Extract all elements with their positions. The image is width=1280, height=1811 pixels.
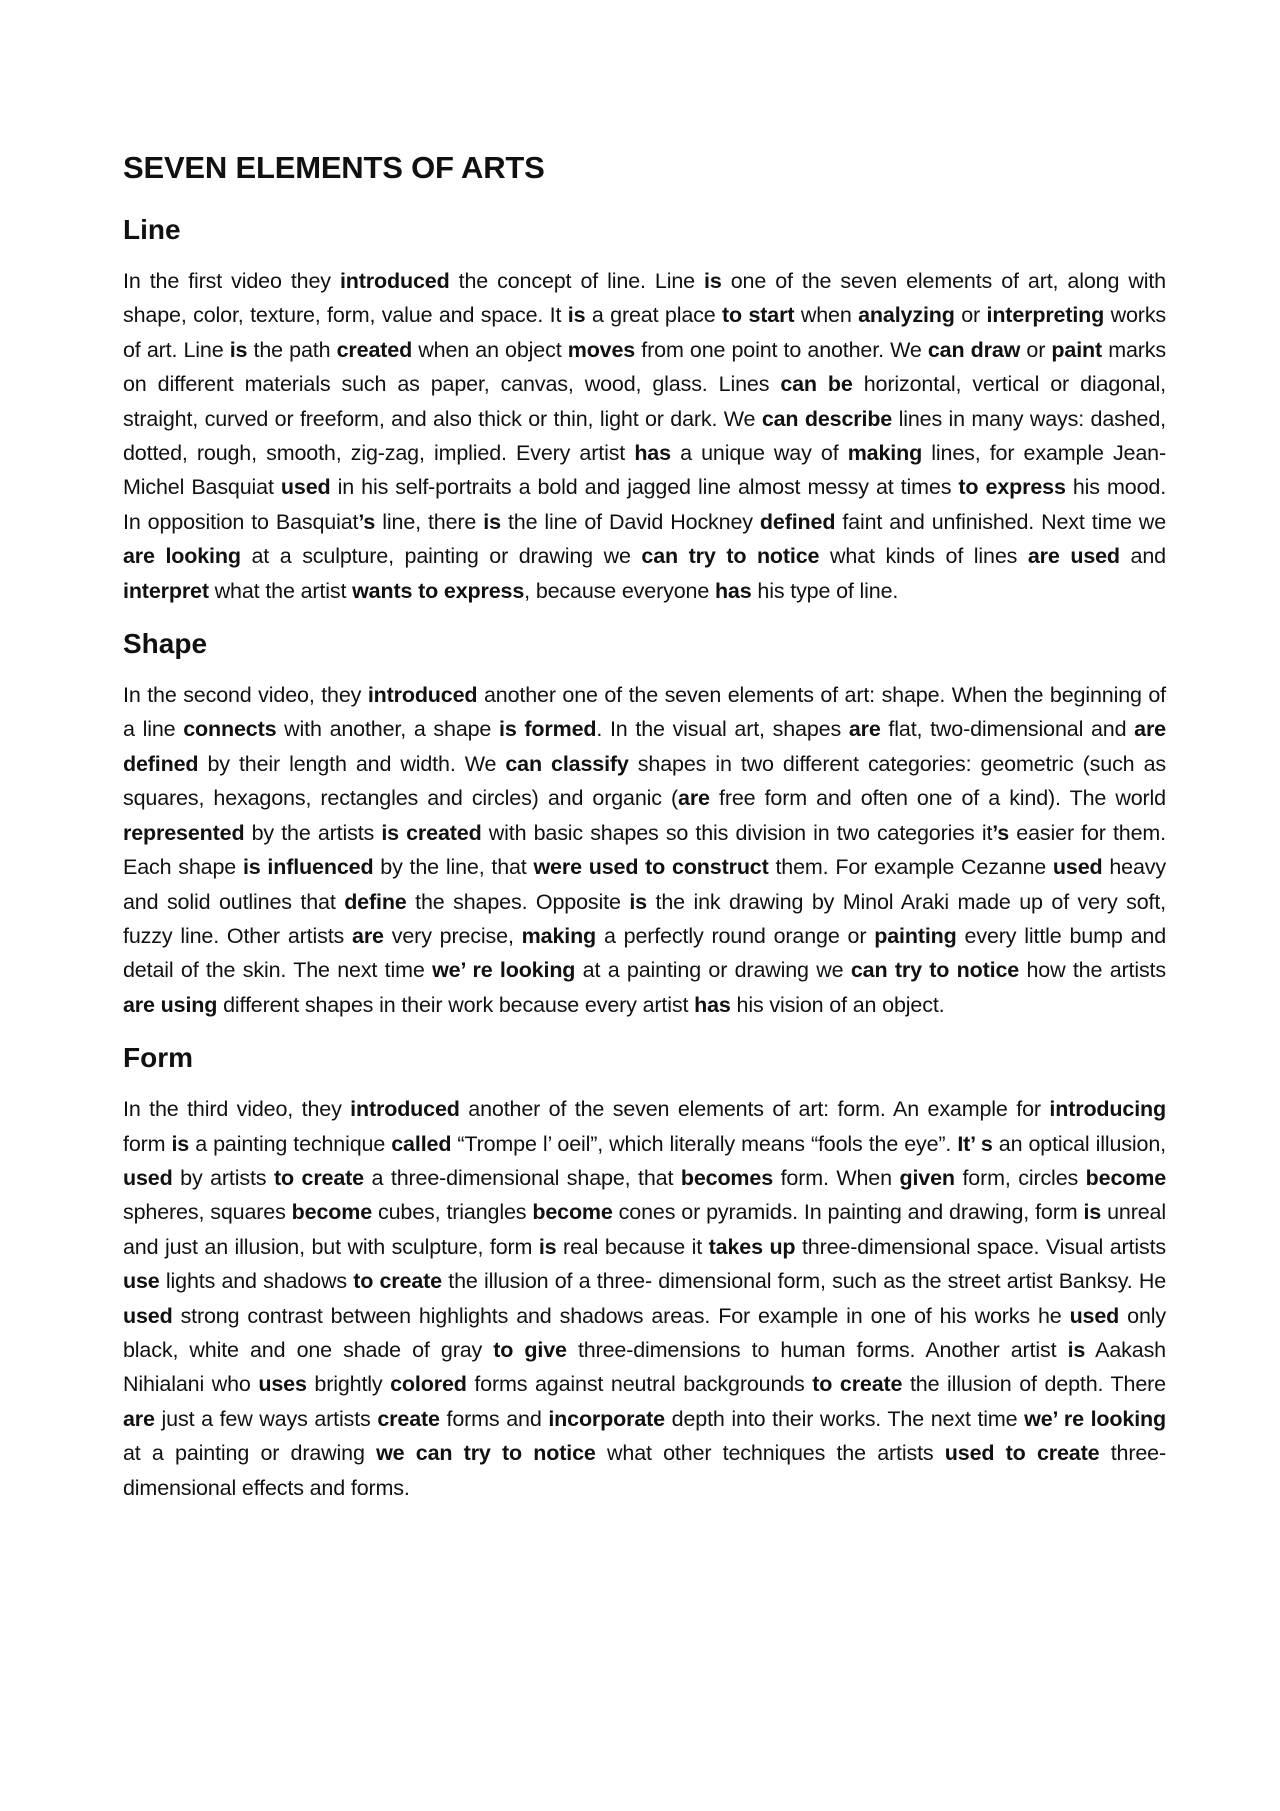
emphasized-text: become <box>291 1200 373 1225</box>
emphasized-text: are using <box>123 992 218 1017</box>
emphasized-text: called <box>391 1131 452 1156</box>
text-run: by the line, that <box>373 855 534 880</box>
emphasized-text: to create <box>812 1372 903 1397</box>
text-run: the path <box>247 337 337 362</box>
text-run: form. When <box>773 1165 900 1190</box>
emphasized-text: connects <box>183 717 277 742</box>
text-run: in his self-portraits a bold and jagged line almost messy at times <box>330 475 959 500</box>
section-body-line <box>123 264 1166 608</box>
text-run: , because everyone <box>524 578 715 603</box>
emphasized-text: represented <box>123 820 245 845</box>
emphasized-text: become <box>532 1200 613 1225</box>
emphasized-text: use <box>123 1269 160 1294</box>
emphasized-text: define <box>344 889 407 914</box>
emphasized-text: given <box>899 1165 955 1190</box>
text-run: with another, a shape <box>276 717 500 742</box>
section-heading-form: Form <box>123 1042 193 1074</box>
section-heading-shape: Shape <box>123 628 208 660</box>
emphasized-text: is <box>567 303 586 328</box>
emphasized-text: can try to notice <box>641 544 820 569</box>
text-run: line, there <box>375 509 484 534</box>
text-run: the concept of line. Line <box>449 269 705 293</box>
emphasized-text: has <box>694 992 731 1017</box>
emphasized-text: used <box>123 1303 173 1328</box>
text-run: his type of line. <box>751 578 899 603</box>
section-form <box>123 1042 1166 1505</box>
emphasized-text: introduced <box>339 269 450 293</box>
emphasized-text: are <box>678 786 710 811</box>
text-run: an optical illusion, <box>992 1131 1166 1156</box>
text-run: his vision of an object. <box>730 992 945 1017</box>
text-run: by their length and width. We <box>198 751 506 776</box>
section-body-form <box>123 1092 1166 1505</box>
text-run: different shapes in their work because every artist <box>217 992 695 1017</box>
text-run: the illusion of depth. There <box>902 1372 1166 1397</box>
text-run: cones or pyramids. In painting and drawing, form <box>612 1200 1084 1225</box>
text-run: spheres, squares <box>123 1200 292 1225</box>
emphasized-text: It’ s <box>957 1131 993 1156</box>
text-run: his mood. In opposition to Basquiat <box>123 475 1167 534</box>
emphasized-text: can classify <box>505 751 629 776</box>
text-run: horizontal, vertical or diagonal, straight, curved or freeform, and also thick or thin, light or dark. We <box>123 372 1166 431</box>
emphasized-text: introducing <box>1049 1097 1166 1122</box>
emphasized-text: are used <box>1027 544 1120 569</box>
emphasized-text: we’ re looking <box>432 958 576 983</box>
emphasized-text: has <box>714 578 752 603</box>
emphasized-text: create <box>377 1406 440 1431</box>
emphasized-text: can draw <box>927 337 1021 362</box>
emphasized-text: are <box>352 923 384 948</box>
text-run: In the first video they <box>123 269 340 293</box>
emphasized-text: used <box>1069 1303 1120 1328</box>
emphasized-text: ’s <box>992 820 1010 845</box>
emphasized-text: to create <box>353 1269 442 1294</box>
emphasized-text: is <box>629 889 647 914</box>
emphasized-text: incorporate <box>548 1406 665 1431</box>
text-run: just a few ways artists <box>154 1406 378 1431</box>
text-run: lines, for example Jean-Michel Basquiat <box>123 441 1166 500</box>
text-run: them. For example Cezanne <box>768 855 1053 880</box>
text-run: a painting technique <box>189 1131 392 1156</box>
emphasized-text: used <box>123 1165 173 1190</box>
text-run: when an object <box>412 337 568 362</box>
emphasized-text: are <box>123 1406 155 1431</box>
text-run: the line of David Hockney <box>500 509 760 534</box>
document-page <box>123 150 1166 1525</box>
text-run: a unique way of <box>670 441 848 466</box>
text-run: what kinds of lines <box>819 544 1028 569</box>
text-run: faint and unfinished. Next time we <box>835 509 1166 534</box>
text-run: Aakash Nihialani who <box>123 1337 1166 1397</box>
text-run: from one point to another. We <box>635 337 928 362</box>
text-run: or <box>1020 337 1052 362</box>
emphasized-text: created <box>336 337 413 362</box>
text-run: In the second video, they <box>123 683 368 708</box>
emphasized-text: are <box>848 717 881 742</box>
text-run: three-dimensions to human forms. Another artist <box>566 1337 1068 1362</box>
text-run: forms and <box>439 1406 549 1431</box>
emphasized-text: used <box>1052 855 1103 880</box>
text-run: unreal and just an illusion, but with sculpture, form <box>123 1200 1166 1259</box>
document-title: SEVEN ELEMENTS OF ARTS <box>123 150 545 185</box>
emphasized-text: making <box>521 923 597 948</box>
text-run: brightly <box>306 1372 391 1397</box>
emphasized-text: takes up <box>708 1234 796 1259</box>
text-run: shapes in two different categories: geometric (such as squares, hexagons, rectangles and circles) and organic ( <box>123 751 1166 811</box>
text-run: In the third video, they <box>123 1097 351 1122</box>
emphasized-text: colored <box>390 1372 467 1397</box>
text-run: works of art. Line <box>123 303 1167 362</box>
text-run: a three-dimensional shape, that <box>363 1165 681 1190</box>
emphasized-text: were used to construct <box>533 855 769 880</box>
emphasized-text: can be <box>780 372 853 397</box>
text-run: depth into their works. The next time <box>664 1406 1025 1431</box>
emphasized-text: making <box>847 441 923 466</box>
text-run: lights and shadows <box>159 1269 354 1294</box>
text-run: . In the visual art, shapes <box>596 717 849 742</box>
emphasized-text: is created <box>381 820 482 845</box>
emphasized-text: to express <box>958 475 1066 500</box>
text-run: at a painting or drawing we <box>575 958 851 983</box>
text-run: flat, two-dimensional and <box>880 717 1135 742</box>
text-run: the ink drawing by Minol Araki made up of very soft, fuzzy line. Other artists <box>123 889 1166 948</box>
text-run: marks on different materials such as paper, canvas, wood, glass. Lines <box>123 337 1166 397</box>
emphasized-text: ’s <box>358 509 376 534</box>
text-run: three-dimensional effects and forms. <box>123 1441 1166 1500</box>
text-run: the shapes. Opposite <box>406 889 630 914</box>
text-run: the illusion of a three- dimensional form, such as the street artist Banksy. He <box>441 1269 1167 1294</box>
text-run: strong contrast between highlights and shadows areas. For example in one of his works he <box>172 1303 1070 1328</box>
emphasized-text: is <box>483 509 501 534</box>
text-run: very precise, <box>383 923 522 948</box>
emphasized-text: interpreting <box>986 303 1105 328</box>
emphasized-text: is formed <box>499 717 597 742</box>
text-run: cubes, triangles <box>372 1200 533 1225</box>
text-run: “Trompe l’ oeil”, which literally means “fools the eye”. <box>451 1131 958 1156</box>
text-run: one of the seven elements of art, along with shape, color, texture, form, value and space. It <box>123 269 1166 328</box>
emphasized-text: becomes <box>680 1165 774 1190</box>
text-run: a great place <box>585 303 723 328</box>
text-run: what the artist <box>208 578 353 603</box>
emphasized-text: interpret <box>123 578 209 603</box>
emphasized-text: moves <box>567 337 636 362</box>
section-shape <box>123 628 1166 1022</box>
text-run: another one of the seven elements of art: shape. When the beginning of a line <box>123 683 1166 742</box>
emphasized-text: can try to notice <box>850 958 1020 983</box>
text-run: lines in many ways: dashed, dotted, rough, smooth, zig-zag, implied. Every artist <box>123 406 1166 466</box>
text-run: at a painting or drawing <box>123 1441 377 1466</box>
emphasized-text: become <box>1085 1165 1167 1190</box>
text-run: heavy and solid outlines that <box>123 855 1166 914</box>
emphasized-text: is <box>171 1131 190 1156</box>
emphasized-text: can describe <box>761 406 893 431</box>
section-heading-line: Line <box>123 214 181 245</box>
emphasized-text: used to create <box>944 1441 1100 1466</box>
text-run: and <box>1119 544 1166 569</box>
text-run: what other techniques the artists <box>595 1441 945 1466</box>
emphasized-text: uses <box>258 1372 307 1397</box>
emphasized-text: to start <box>722 303 795 328</box>
text-run: by the artists <box>244 820 382 845</box>
text-run: another of the seven elements of art: form. An example for <box>459 1097 1050 1122</box>
text-run: a perfectly round orange or <box>596 923 875 948</box>
emphasized-text: is <box>704 269 722 293</box>
emphasized-text: to give <box>493 1337 567 1362</box>
emphasized-text: introduced <box>350 1097 460 1122</box>
text-run: three-dimensional space. Visual artists <box>795 1234 1166 1259</box>
text-run: or <box>954 303 987 328</box>
emphasized-text: has <box>634 441 671 466</box>
section-line <box>123 214 1166 608</box>
emphasized-text: is influenced <box>242 855 374 880</box>
emphasized-text: painting <box>874 923 957 948</box>
emphasized-text: is <box>229 337 248 362</box>
text-run: when <box>794 303 859 328</box>
emphasized-text: is <box>1083 1200 1102 1225</box>
emphasized-text: introduced <box>367 683 478 708</box>
emphasized-text: wants to express <box>352 578 525 603</box>
text-run: only black, white and one shade of gray <box>123 1303 1166 1362</box>
emphasized-text: we can try to notice <box>376 1441 596 1466</box>
text-run: easier for them. Each shape <box>123 820 1166 880</box>
text-run: how the artists <box>1019 958 1166 983</box>
emphasized-text: defined <box>759 509 836 534</box>
text-run: real because it <box>556 1234 709 1259</box>
emphasized-text: analyzing <box>858 303 955 328</box>
text-run: every little bump and detail of the skin. The next time <box>123 923 1167 983</box>
emphasized-text: paint <box>1051 337 1103 362</box>
emphasized-text: we’ re looking <box>1024 1406 1166 1431</box>
text-run: form <box>123 1131 172 1156</box>
text-run: form, circles <box>954 1165 1086 1190</box>
emphasized-text: are looking <box>123 544 241 569</box>
section-body-shape <box>123 678 1166 1022</box>
emphasized-text: is <box>1067 1337 1086 1362</box>
emphasized-text: is <box>538 1234 557 1259</box>
text-run: at a sculpture, painting or drawing we <box>240 544 642 569</box>
emphasized-text: to create <box>273 1165 364 1190</box>
emphasized-text: used <box>280 475 331 500</box>
text-run: with basic shapes so this division in two categories it <box>481 820 993 845</box>
text-run: free form and often one of a kind). The world <box>709 786 1166 811</box>
text-run: forms against neutral backgrounds <box>466 1372 813 1397</box>
emphasized-text: are defined <box>123 717 1166 776</box>
text-run: by artists <box>172 1165 274 1190</box>
